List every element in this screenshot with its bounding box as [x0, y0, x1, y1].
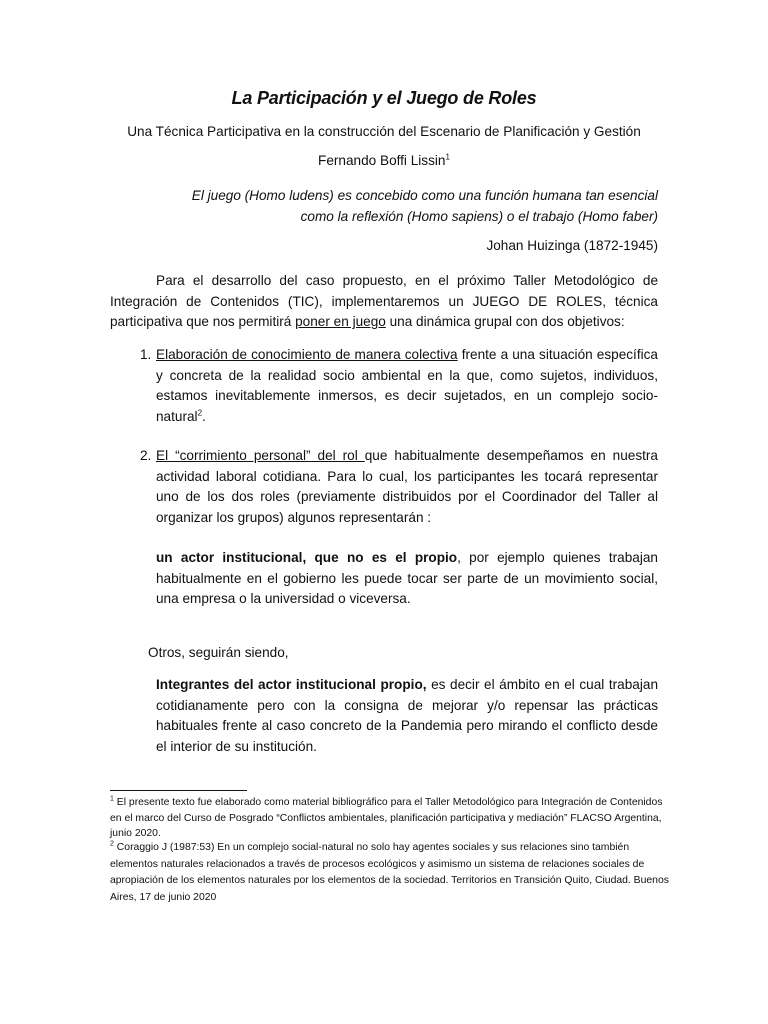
epigraph	[98, 185, 658, 227]
objective-1-end: .	[202, 408, 206, 424]
document-title: La Participación y el Juego de Roles	[231, 88, 537, 108]
intro-text-end: una dinámica grupal con dos objetivos:	[385, 314, 625, 329]
objective-1-text: frente a una situación específica y concreta de la realidad socio ambiental en la que, como sujetos, individuos, estamos inevitablemente inmersos, es decir sujetados, en un complejo socio-natural	[156, 347, 658, 424]
role-1-paragraph	[156, 548, 658, 610]
role-2-bold: Integrantes del actor institucional propio,	[156, 677, 427, 692]
footnote-1-text: El presente texto fue elaborado como material bibliográfico para el Taller Metodológico para Integración de Contenidos en el marco del Curso de Posgrado “Conflictos ambientales, planificación participativa y mediación” FLACSO Argentina, junio 2020.	[110, 797, 663, 839]
footnote-1-mark: 1	[110, 795, 114, 803]
author-name: Fernando Boffi Lissin	[318, 153, 446, 168]
footnote-2-text: Coraggio J (1987:53) En un complejo social-natural no solo hay agentes sociales y sus relaciones sino también elementos naturales relacionados a través de procesos ecológicos y asimismo un sistema de relaciones sociales de apropiación de los elementos naturales por los elementos de la sociedad. Territorios en Transición Quito, Ciudad. Buenos Aires, 17 de junio 2020	[110, 842, 669, 903]
objective-1-underlined: Elaboración de conocimiento de manera colectiva	[156, 347, 458, 362]
role-1-text: , por ejemplo quienes trabajan habitualmente en el gobierno les puede tocar ser parte de un movimiento social, una empresa o la universidad o viceversa.	[156, 550, 658, 606]
footnote-1	[110, 795, 670, 842]
footnote-2	[110, 840, 670, 906]
author-line	[0, 153, 768, 168]
epigraph-author: Johan Huizinga (1872-1945)	[486, 238, 658, 253]
footnote-ref-2[interactable]: 2	[197, 407, 203, 417]
intro-underlined: poner en juego	[295, 314, 386, 329]
intro-text: Para el desarrollo del caso propuesto, en el próximo Taller Metodológico de Integración de Contenidos (TIC), implementaremos un JUEGO DE ROLES, técnica participativa que nos permitirá	[110, 273, 658, 329]
document-subtitle: Una Técnica Participativa en la construcción del Escenario de Planificación y Gestión	[127, 124, 641, 139]
epigraph-line-1: El juego (Homo ludens) es concebido como una función humana tan esencial	[191, 188, 658, 203]
objective-2-text: que habitualmente desempeñamos en nuestra actividad laboral cotidiana. Para lo cual, los participantes les tocará representar uno de los dos roles (previamente distribuidos por el Coordinador del Taller al organizar los grupos) algunos representarán :	[156, 448, 658, 525]
objective-2-underlined: El “corrimiento personal” del rol	[156, 448, 365, 463]
role-1-bold: un actor institucional, que no es el propio	[156, 550, 458, 565]
objective-2-number: 2.	[140, 448, 152, 463]
objective-2-paragraph	[156, 446, 658, 528]
footnote-separator	[110, 790, 247, 791]
footnote-2-mark: 2	[110, 840, 114, 848]
epigraph-line-2: como la reflexión (Homo sapiens) o el trabajo (Homo faber)	[300, 209, 658, 224]
role-2-text: es decir el ámbito en el cual trabajan cotidianamente pero con la consigna de mejorar y/o repensar las prácticas habituales frente al caso concreto de la Pandemia pero mirando el conflicto desde el interior de su institución.	[156, 677, 659, 754]
others-line: Otros, seguirán siendo,	[148, 645, 289, 660]
footnote-ref-1[interactable]: 1	[445, 152, 450, 162]
intro-paragraph	[110, 271, 658, 333]
objective-1-number: 1.	[140, 347, 152, 362]
objective-1-paragraph	[156, 345, 658, 427]
role-2-paragraph	[156, 675, 658, 757]
